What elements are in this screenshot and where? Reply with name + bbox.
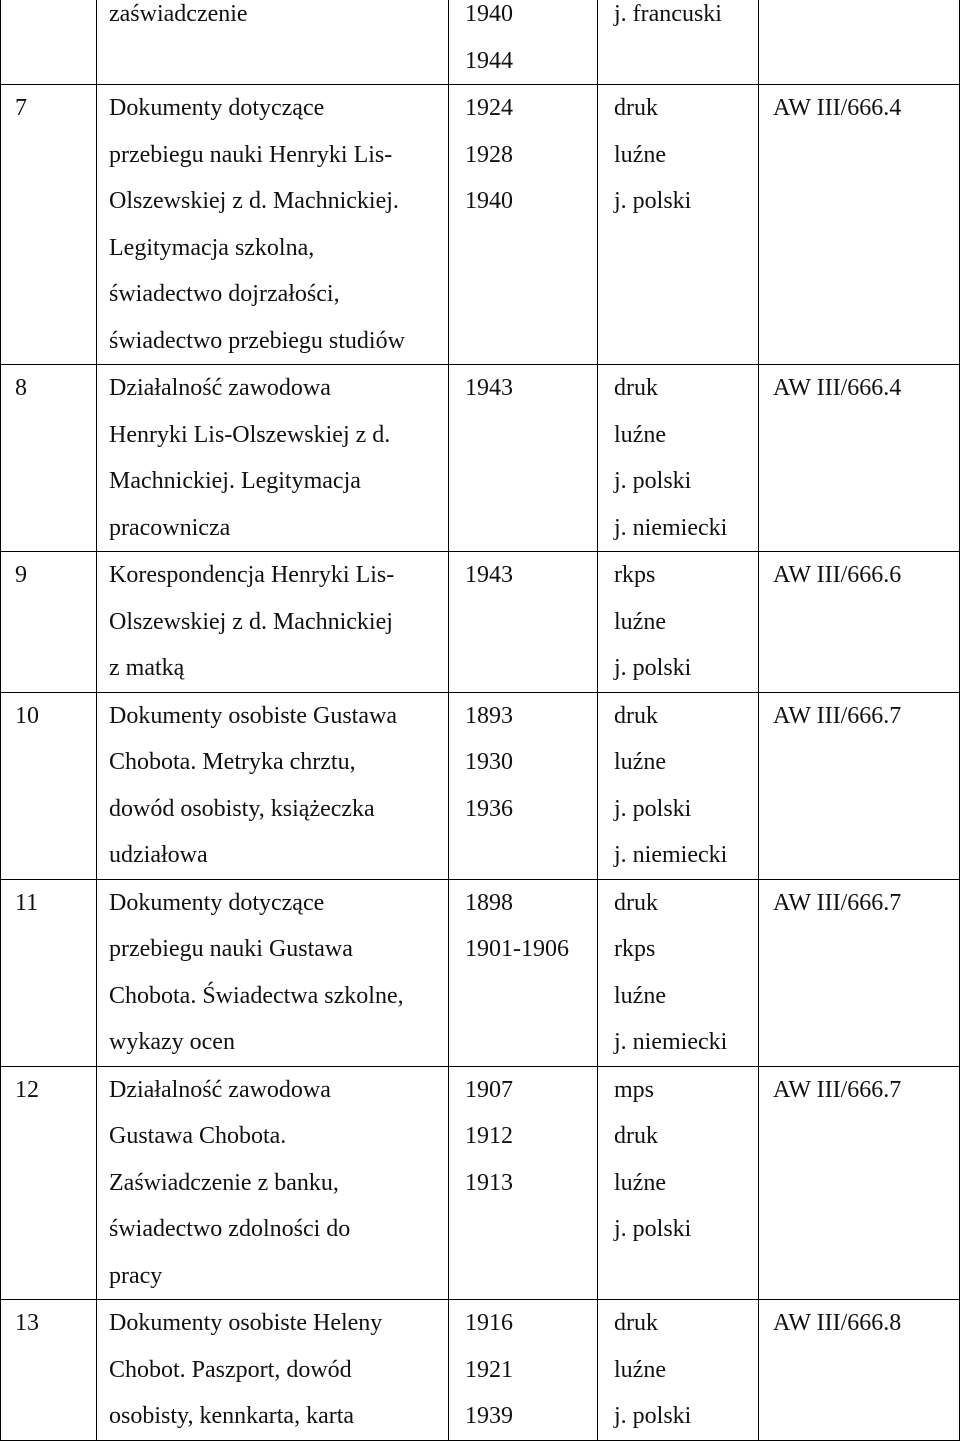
- item-number-text: 7: [15, 95, 27, 121]
- item-signature: [759, 1066, 960, 1300]
- item-years-line: 1930: [465, 749, 513, 775]
- item-description-line: Działalność zawodowa: [109, 375, 331, 401]
- item-description-line: Chobot. Paszport, dowód: [109, 1356, 352, 1383]
- item-form-line: druk: [614, 95, 658, 121]
- item-signature-text: AW III/666.6: [773, 562, 902, 588]
- table-row: [1, 1300, 960, 1441]
- table-row: [1, 552, 960, 693]
- item-description: [97, 879, 449, 1066]
- item-signature: [759, 552, 960, 693]
- item-years-line: 1944: [465, 47, 513, 74]
- item-description: [97, 692, 449, 879]
- item-years: [449, 552, 598, 693]
- item-number-text: 8: [15, 375, 27, 401]
- item-signature-text: AW III/666.7: [773, 1076, 902, 1103]
- item-years-line: 1943: [465, 562, 513, 588]
- item-description-line: świadectwo przebiegu studiów: [109, 327, 405, 354]
- item-description-line: Dokumenty dotyczące: [109, 889, 325, 916]
- item-description-line: Legitymacja szkolna,: [109, 234, 315, 261]
- item-form-line: j. niemiecki: [614, 1029, 728, 1055]
- item-years: [449, 365, 598, 552]
- item-years-line: 1921: [465, 1356, 513, 1383]
- item-description-line: Machnickiej. Legitymacja: [109, 468, 361, 494]
- item-description-line: Dokumenty dotyczące: [109, 95, 325, 121]
- item-number-text: 13: [15, 1310, 39, 1336]
- item-description-line: Zaświadczenie z banku,: [109, 1169, 339, 1196]
- item-signature: [759, 365, 960, 552]
- item-form: [598, 0, 759, 85]
- item-form-line: luźne: [614, 1169, 666, 1196]
- item-number-text: 10: [15, 702, 39, 729]
- item-description-line: Gustawa Chobota.: [109, 1123, 287, 1149]
- item-form-line: j. polski: [614, 468, 692, 494]
- item-form-line: j. polski: [614, 1403, 692, 1429]
- item-signature: [759, 692, 960, 879]
- item-number-text: 12: [15, 1076, 39, 1103]
- table-row: [1, 0, 960, 85]
- item-form: [598, 879, 759, 1066]
- item-form-line: luźne: [614, 421, 666, 448]
- item-signature-text: AW III/666.7: [773, 889, 902, 916]
- item-form-line: luźne: [614, 749, 666, 775]
- item-signature-text: AW III/666.8: [773, 1310, 902, 1336]
- item-number: [1, 365, 97, 552]
- item-signature: [759, 879, 960, 1066]
- item-years-line: 1928: [465, 141, 513, 168]
- item-form-line: j. polski: [614, 795, 692, 822]
- item-number: [1, 1300, 97, 1441]
- item-description-line: Chobota. Metryka chrztu,: [109, 749, 356, 775]
- item-description: [97, 552, 449, 693]
- item-form-line: j. polski: [614, 188, 692, 214]
- item-form: [598, 1300, 759, 1441]
- item-signature: [759, 85, 960, 365]
- item-description: [97, 1066, 449, 1300]
- item-form-line: druk: [614, 375, 658, 401]
- item-number-text: 11: [15, 889, 39, 916]
- item-number-text: 9: [15, 562, 27, 588]
- table-row: [1, 1066, 960, 1300]
- item-form: [598, 365, 759, 552]
- item-description-line: Dokumenty osobiste Heleny: [109, 1310, 383, 1336]
- item-years-line: 1907: [465, 1076, 513, 1103]
- item-form-line: rkps: [614, 936, 656, 962]
- item-signature-text: AW III/666.4: [773, 95, 902, 121]
- table-row: [1, 879, 960, 1066]
- item-form-line: luźne: [614, 982, 666, 1009]
- item-form-line: druk: [614, 889, 658, 916]
- item-signature-text: [759, 0, 959, 38]
- item-description-line: Korespondencja Henryki Lis-: [109, 562, 395, 588]
- item-number: [1, 692, 97, 879]
- item-years: [449, 879, 598, 1066]
- item-signature: [759, 1300, 960, 1441]
- item-years: [449, 0, 598, 85]
- item-form-line: mps: [614, 1076, 655, 1103]
- item-description-line: przebiegu nauki Henryki Lis-: [109, 141, 393, 168]
- item-description-line: Olszewskiej z d. Machnickiej.: [109, 188, 399, 214]
- item-description-line: pracy: [109, 1262, 163, 1289]
- item-number: [1, 0, 97, 85]
- table-row: [1, 365, 960, 552]
- item-description: [97, 0, 449, 85]
- item-form-line: j. niemiecki: [614, 514, 728, 541]
- item-years-line: 1924: [465, 95, 513, 121]
- item-signature-text: AW III/666.7: [773, 702, 902, 729]
- item-number-text: [1, 0, 96, 38]
- item-description-line: udziałowa: [109, 842, 208, 868]
- item-number: [1, 552, 97, 693]
- item-description: [97, 1300, 449, 1441]
- item-form: [598, 1066, 759, 1300]
- item-form-line: luźne: [614, 1356, 666, 1383]
- item-years-line: 1913: [465, 1169, 513, 1196]
- table-row: [1, 692, 960, 879]
- item-description-line: Dokumenty osobiste Gustawa: [109, 702, 397, 729]
- item-years-line: 1940: [465, 188, 513, 214]
- item-description-line: dowód osobisty, książeczka: [109, 795, 375, 822]
- item-years-line: 1939: [465, 1403, 513, 1429]
- item-form-line: rkps: [614, 562, 656, 588]
- item-form-line: druk: [614, 1123, 658, 1149]
- item-form: [598, 692, 759, 879]
- item-number: [1, 85, 97, 365]
- item-description-line: osobisty, kennkarta, karta: [109, 1403, 355, 1429]
- item-description-line: pracownicza: [109, 514, 231, 541]
- item-signature: [759, 0, 960, 85]
- item-form-line: j. polski: [614, 655, 692, 681]
- item-description-line: Działalność zawodowa: [109, 1076, 331, 1103]
- item-form-line: druk: [614, 702, 658, 729]
- item-signature-text: AW III/666.4: [773, 375, 902, 401]
- item-form-line: j. niemiecki: [614, 842, 728, 868]
- item-form: [598, 85, 759, 365]
- item-description: [97, 365, 449, 552]
- item-form-line: luźne: [614, 608, 666, 635]
- item-description-line: świadectwo dojrzałości,: [109, 281, 340, 307]
- item-years-line: 1893: [465, 702, 513, 729]
- item-form-line: j. polski: [614, 1216, 692, 1242]
- item-years: [449, 1300, 598, 1441]
- item-form-line: luźne: [614, 141, 666, 168]
- item-years-line: 1912: [465, 1123, 513, 1149]
- table-row: [1, 85, 960, 365]
- item-description-line: z matką: [109, 655, 185, 681]
- item-years-line: 1898: [465, 889, 513, 916]
- item-form: [598, 552, 759, 693]
- item-description: [97, 85, 449, 365]
- item-description-line: wykazy ocen: [109, 1029, 235, 1055]
- item-form-line: j. francuski: [614, 1, 722, 27]
- item-years-line: 1936: [465, 795, 513, 822]
- item-description-line: Chobota. Świadectwa szkolne,: [109, 982, 404, 1009]
- item-description-line: Olszewskiej z d. Machnickiej: [109, 608, 393, 635]
- item-years: [449, 692, 598, 879]
- item-years-line: 1916: [465, 1310, 513, 1336]
- item-description-line: przebiegu nauki Gustawa: [109, 936, 353, 962]
- item-years: [449, 1066, 598, 1300]
- item-number: [1, 1066, 97, 1300]
- item-number: [1, 879, 97, 1066]
- item-years-line: 1901-1906: [465, 936, 569, 962]
- item-description-line: zaświadczenie: [109, 1, 248, 27]
- inventory-table-body: [1, 0, 960, 1440]
- item-years-line: 1940: [465, 1, 513, 27]
- item-years: [449, 85, 598, 365]
- item-description-line: świadectwo zdolności do: [109, 1216, 351, 1242]
- item-form-line: druk: [614, 1310, 658, 1336]
- item-years-line: 1943: [465, 375, 513, 401]
- item-description-line: Henryki Lis-Olszewskiej z d.: [109, 421, 391, 448]
